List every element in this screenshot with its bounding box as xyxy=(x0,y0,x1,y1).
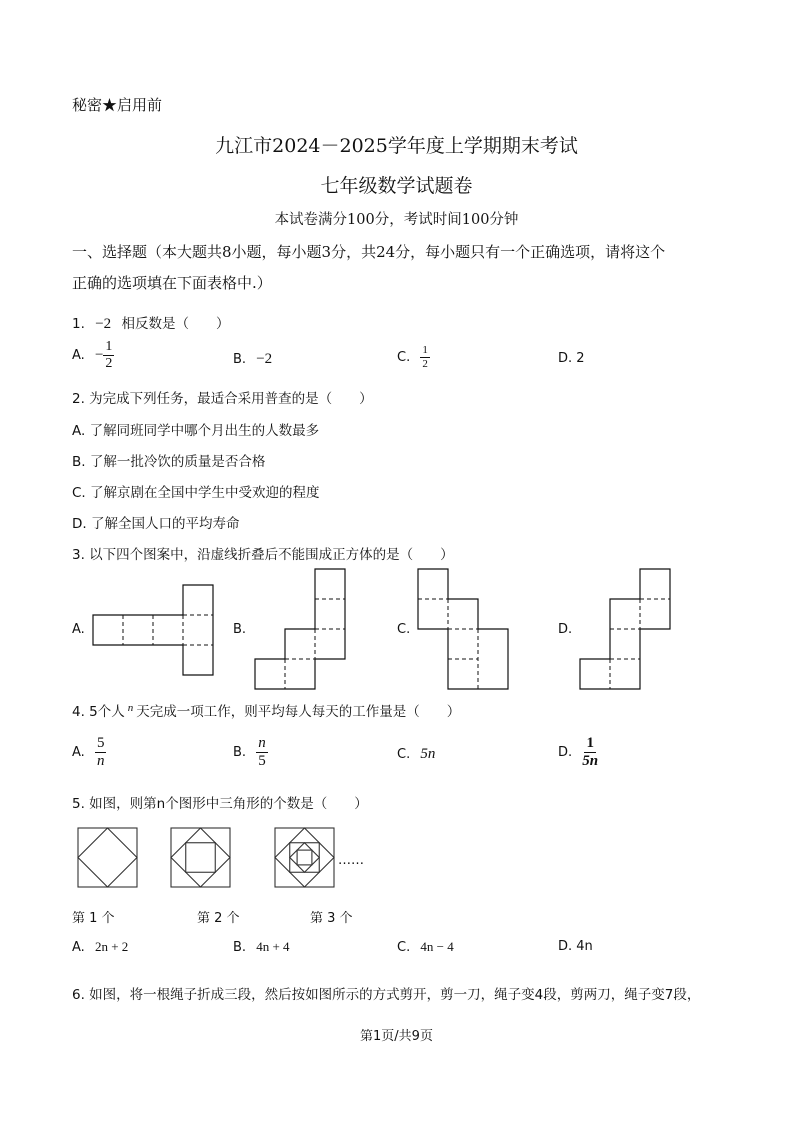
question-6: 6. 如图，将一根绳子折成三段，然后按如图所示的方式剪开，剪一刀，绳子变4段，剪两刀，绳子变7段， xyxy=(72,987,701,1003)
option-label: B. xyxy=(233,352,247,367)
denominator: n xyxy=(96,753,105,769)
option-label: C. xyxy=(397,747,411,762)
option-label: C. xyxy=(397,940,411,955)
denominator: 5n xyxy=(582,753,599,769)
question-stem: 相反数是（ ） xyxy=(121,316,230,332)
q4-option-b[interactable] xyxy=(233,736,268,769)
fraction xyxy=(95,736,107,769)
option-value: 2n + 2 xyxy=(94,939,129,954)
option-label: B. xyxy=(233,940,247,955)
question-1 xyxy=(72,312,229,333)
q2-option-b[interactable]: B. 了解一批冷饮的质量是否合格 xyxy=(72,454,266,470)
numerator: 1 xyxy=(105,339,113,354)
cube-net-a xyxy=(92,584,217,676)
denominator: 5 xyxy=(258,753,266,769)
page-number: 第1页/共9页 xyxy=(360,1029,433,1044)
pattern-figure-3 xyxy=(274,827,336,889)
fraction xyxy=(103,340,114,371)
q4-option-d[interactable] xyxy=(558,736,598,769)
q1-option-d[interactable]: D. 2 xyxy=(558,351,585,366)
question-3: 3. 以下四个图案中，沿虚线折叠后不能围成正方体的是（ ） xyxy=(72,547,454,563)
denominator: 2 xyxy=(422,358,428,370)
q3-option-c[interactable]: C. xyxy=(397,622,411,637)
cube-net-b xyxy=(254,568,348,690)
option-value: 4n − 4 xyxy=(420,939,454,954)
section-heading-line1: 一、选择题（本大题共8小题，每小题3分，共24分，每小题只有一个正确选项，请将这个 xyxy=(72,243,666,261)
figure-label-2: 第 2 个 xyxy=(197,911,240,926)
figure-label-1: 第 1 个 xyxy=(72,911,115,926)
q2-option-c[interactable]: C. 了解京剧在全国中学生中受欢迎的程度 xyxy=(72,485,320,501)
q3-option-d[interactable]: D. xyxy=(558,622,573,637)
q3-option-b[interactable]: B. xyxy=(233,622,247,637)
question-2: 2. 为完成下列任务，最适合采用普查的是（ ） xyxy=(72,391,373,407)
question-4 xyxy=(72,700,460,720)
option-value: 4n + 4 xyxy=(256,939,290,954)
q1-option-c[interactable] xyxy=(397,345,430,370)
option-label: A. xyxy=(72,348,85,363)
figure-label-3: 第 3 个 xyxy=(310,911,353,926)
fraction xyxy=(582,736,598,769)
denominator: 2 xyxy=(105,356,113,371)
confidential-mark: 秘密★启用前 xyxy=(72,96,163,114)
numerator: n xyxy=(258,735,266,751)
numerator: 1 xyxy=(422,344,428,356)
question-expression: −2 xyxy=(95,316,112,332)
variable-n: n xyxy=(127,701,134,714)
q5-option-c[interactable] xyxy=(397,939,454,955)
option-value: −2 xyxy=(256,351,273,367)
question-number: 1. xyxy=(72,316,85,332)
q5-option-d[interactable]: D. 4n xyxy=(558,939,593,954)
q5-option-a[interactable] xyxy=(72,939,128,955)
option-label: B. xyxy=(233,745,247,760)
q4-option-c[interactable] xyxy=(397,746,435,763)
minus-sign: − xyxy=(94,347,104,363)
section-heading-line2: 正确的选项填在下面表格中.） xyxy=(72,274,272,292)
exam-info: 本试卷满分100分，考试时间100分钟 xyxy=(274,212,519,228)
question-stem-start: 4. 5个人 xyxy=(72,704,125,720)
option-label: D. xyxy=(558,745,573,760)
option-value: 5n xyxy=(420,746,436,762)
cube-net-d xyxy=(579,568,673,690)
question-5: 5. 如图，则第n个图形中三角形的个数是（ ） xyxy=(72,796,368,812)
numerator: 5 xyxy=(96,735,105,751)
q1-option-a[interactable] xyxy=(72,340,114,371)
q4-option-a[interactable] xyxy=(72,736,106,769)
exam-title: 九江市2024－2025学年度上学期期末考试 xyxy=(215,135,578,157)
q3-option-a[interactable]: A. xyxy=(72,622,85,637)
q5-option-b[interactable] xyxy=(233,939,290,955)
pattern-figure-2 xyxy=(170,827,232,889)
pattern-figure-1 xyxy=(77,827,139,889)
numerator: 1 xyxy=(586,735,594,751)
option-label: A. xyxy=(72,940,85,955)
question-stem-end: 天完成一项工作，则平均每人每天的工作量是（ ） xyxy=(136,704,461,720)
fraction xyxy=(420,345,430,370)
q2-option-d[interactable]: D. 了解全国人口的平均寿命 xyxy=(72,516,240,532)
fraction xyxy=(256,736,268,769)
cube-net-c xyxy=(417,568,511,690)
q1-option-b[interactable] xyxy=(233,351,272,368)
q2-option-a[interactable]: A. 了解同班同学中哪个月出生的人数最多 xyxy=(72,423,320,439)
option-label: A. xyxy=(72,745,85,760)
pattern-ellipsis: …… xyxy=(338,853,364,868)
option-label: C. xyxy=(397,350,411,365)
exam-subtitle: 七年级数学试题卷 xyxy=(320,175,473,197)
